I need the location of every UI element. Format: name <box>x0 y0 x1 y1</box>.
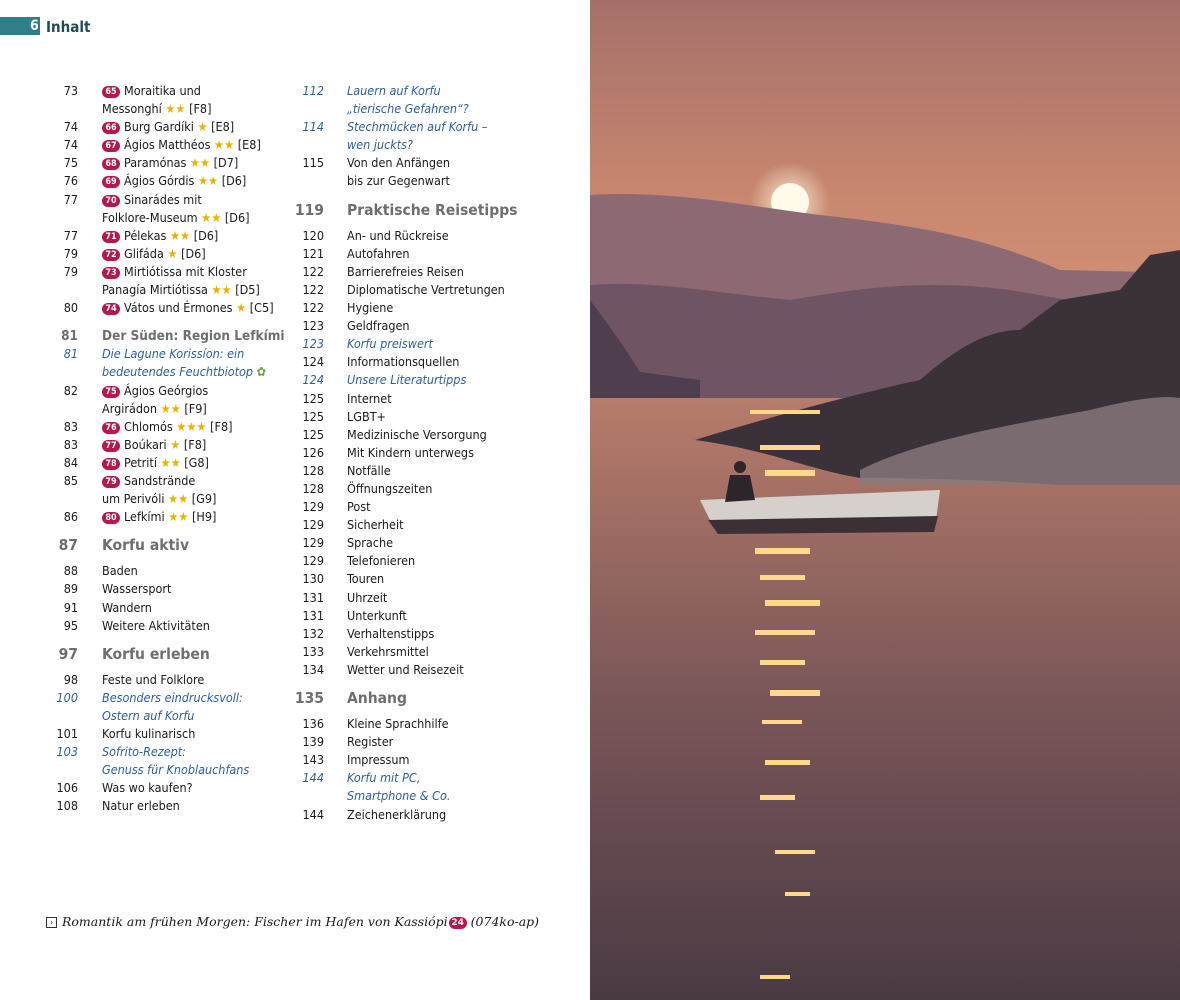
page-ref: 126 <box>302 444 324 460</box>
page-ref: 128 <box>302 462 324 478</box>
toc-entry <box>40 154 290 172</box>
rating-stars: ★★ <box>201 209 222 225</box>
entry-text: Smartphone & Co. <box>347 788 451 804</box>
page-ref: 97 <box>58 644 78 663</box>
entry-text: Weitere Aktivitäten <box>102 617 210 633</box>
page-ref: 73 <box>63 83 78 98</box>
rating-stars: ★ <box>167 245 178 261</box>
toc-entry <box>285 769 585 805</box>
page-ref: 84 <box>63 454 78 470</box>
entry-text: Impressum <box>347 752 410 768</box>
page-ref: 74 <box>63 137 78 153</box>
toc-entry <box>285 661 585 679</box>
entry-text: Feste und Folklore <box>102 671 205 687</box>
map-grid-ref: [D5] <box>235 282 260 298</box>
toc-entry <box>285 335 585 353</box>
toc-entry <box>40 191 290 227</box>
place-badge: 70 <box>102 195 120 207</box>
toc-entry <box>40 599 290 617</box>
toc-entry <box>40 382 290 418</box>
toc-entry <box>40 172 290 190</box>
page-ref: 123 <box>302 336 324 352</box>
entry-text: Pélekas <box>124 227 167 243</box>
page-ref: 100 <box>56 689 78 705</box>
entry-text: Telefonieren <box>347 553 416 569</box>
entry-text: Von den Anfängen <box>347 155 451 171</box>
page-ref: 131 <box>302 589 324 605</box>
rating-stars: ★ <box>197 119 208 135</box>
page-ref: 115 <box>302 155 324 171</box>
toc-entry <box>285 263 585 281</box>
entry-text: Verkehrsmittel <box>347 643 429 659</box>
toc-entry <box>285 733 585 751</box>
place-badge: 79 <box>102 476 120 488</box>
toc-entry <box>285 118 585 154</box>
page-ref: 129 <box>302 517 324 533</box>
toc-entry <box>40 136 290 154</box>
toc-entry <box>40 263 290 299</box>
page-ref: 132 <box>302 625 324 641</box>
rating-stars: ★★ <box>165 101 186 117</box>
place-badge: 66 <box>102 122 120 134</box>
page-ref: 95 <box>63 617 78 633</box>
page-title: Inhalt <box>46 18 91 36</box>
rating-stars: ★★ <box>214 137 235 153</box>
toc-section <box>40 645 290 663</box>
map-grid-ref: [D6] <box>221 173 247 189</box>
map-grid-ref: [F9] <box>184 400 207 416</box>
toc-entry <box>285 751 585 769</box>
page-ref: 139 <box>302 734 324 750</box>
page-ref: 128 <box>302 480 324 496</box>
map-grid-ref: [G8] <box>184 454 209 470</box>
entry-text: Sprache <box>347 535 394 551</box>
entry-text: Touren <box>347 571 385 587</box>
entry-text: Was wo kaufen? <box>102 780 193 796</box>
page-ref: 122 <box>302 263 324 279</box>
entry-text: Besonders eindrucksvoll: <box>102 689 243 705</box>
entry-text: Zeichenerklärung <box>347 806 447 822</box>
page-ref: 123 <box>302 318 324 334</box>
entry-text: wen juckts? <box>347 137 414 153</box>
toc-entry <box>285 444 585 462</box>
toc-entry <box>40 436 290 454</box>
page-ref: 89 <box>63 581 78 597</box>
entry-text: Verhaltenstipps <box>347 625 435 641</box>
toc-section <box>40 536 290 554</box>
rating-stars: ★★ <box>168 491 189 507</box>
toc-entry <box>40 227 290 245</box>
entry-text: um Perivóli <box>102 491 165 507</box>
rating-stars: ★★ <box>160 454 181 470</box>
entry-text: Wandern <box>102 599 152 615</box>
toc-entry <box>40 345 290 381</box>
entry-text: Natur erleben <box>102 798 180 814</box>
toc-entry <box>285 607 585 625</box>
toc-entry <box>285 245 585 263</box>
fisherman <box>734 461 746 473</box>
page-ref: 122 <box>302 300 324 316</box>
map-grid-ref: [D6] <box>224 209 250 225</box>
page-number: 6 <box>30 18 39 34</box>
toc-entry <box>40 562 290 580</box>
entry-text: Folklore-Museum <box>102 209 198 225</box>
rating-stars: ★★ <box>189 155 211 171</box>
entry-text: Öffnungszeiten <box>347 480 433 496</box>
place-badge: 69 <box>102 176 120 188</box>
entry-text: Barrierefreies Reisen <box>347 263 464 279</box>
page-ref: 91 <box>63 599 78 615</box>
entry-text: Medizinische Versorgung <box>347 426 487 442</box>
toc-entry <box>285 715 585 733</box>
entry-text: Sinarádes mit <box>124 191 202 207</box>
page-ref: 144 <box>302 806 324 822</box>
entry-text: bis zur Gegenwart <box>347 173 450 189</box>
toc-entry <box>285 643 585 661</box>
entry-text: Sofrito-Rezept: <box>102 744 186 760</box>
toc-entry <box>40 418 290 436</box>
entry-text: Panagía Mirtiótissa <box>102 282 208 298</box>
rating-stars: ★★★ <box>176 418 207 434</box>
toc-entry <box>285 570 585 588</box>
rating-stars: ★★ <box>160 400 181 416</box>
place-badge: 68 <box>102 158 120 170</box>
rating-stars: ★★ <box>169 227 191 243</box>
entry-text: Lauern auf Korfu <box>347 83 441 98</box>
page-ref: 82 <box>63 382 78 398</box>
toc-entry <box>285 299 585 317</box>
page-ref: 85 <box>63 472 78 488</box>
toc-section <box>285 689 585 707</box>
toc-entry <box>40 299 290 317</box>
toc-entry <box>285 390 585 408</box>
toc-entry <box>40 118 290 136</box>
page-ref: 129 <box>302 499 324 515</box>
page-ref: 121 <box>302 245 324 261</box>
entry-text: Praktische Reisetipps <box>347 200 518 219</box>
entry-text: Sicherheit <box>347 517 404 533</box>
entry-text: Ostern auf Korfu <box>102 708 195 723</box>
page-ref: 124 <box>302 372 324 388</box>
page-ref: 81 <box>63 346 78 362</box>
entry-text: LGBT+ <box>347 408 386 424</box>
toc-entry <box>285 516 585 534</box>
entry-text: Diplomatische Vertretungen <box>347 281 505 297</box>
page-ref: 119 <box>294 200 324 219</box>
page-ref: 112 <box>302 83 324 98</box>
nature-icon: ✿ <box>256 364 267 380</box>
entry-text: Boúkari <box>124 436 167 452</box>
place-badge: 73 <box>102 267 120 279</box>
map-grid-ref: [G9] <box>191 491 217 507</box>
toc-entry <box>285 426 585 444</box>
entry-text: Post <box>347 499 371 515</box>
rating-stars: ★★ <box>197 173 219 189</box>
page-ref: 103 <box>56 744 78 760</box>
toc-entry <box>285 498 585 516</box>
entry-text: Autofahren <box>347 245 410 261</box>
entry-text: Unsere Literaturtipps <box>347 372 467 388</box>
rating-stars: ★ <box>236 300 247 316</box>
toc-entry <box>285 227 585 245</box>
page-ref: 114 <box>302 119 324 135</box>
toc-entry <box>40 671 290 689</box>
page-ref: 79 <box>63 263 78 279</box>
entry-text: Petrití <box>124 454 157 470</box>
page-ref: 136 <box>302 716 324 732</box>
entry-text: „tierische Gefahren“? <box>347 101 469 117</box>
toc-entry <box>285 353 585 371</box>
entry-text: Mirtiótissa mit Kloster <box>124 263 247 279</box>
entry-text: Moraitika und <box>124 83 201 98</box>
page-ref: 135 <box>294 689 324 707</box>
page-ref: 124 <box>302 354 324 370</box>
rating-stars: ★ <box>170 436 181 452</box>
entry-text: Burg Gardíki <box>124 119 194 135</box>
page-ref: 76 <box>63 173 78 189</box>
page-ref: 134 <box>302 661 324 677</box>
entry-text: Korfu preiswert <box>347 336 433 352</box>
entry-text: Baden <box>102 563 138 579</box>
entry-text: Paramónas <box>124 155 187 171</box>
toc-entry <box>285 806 585 824</box>
entry-text: Anhang <box>347 689 407 707</box>
toc-entry <box>285 480 585 498</box>
toc-column-right <box>285 82 585 824</box>
toc-column-left <box>40 82 290 816</box>
entry-text: Hygiene <box>347 300 394 316</box>
entry-text: Lefkími <box>124 509 165 525</box>
entry-text: Chlomós <box>124 418 173 434</box>
page-ref: 131 <box>302 607 324 623</box>
toc-entry <box>285 281 585 299</box>
caption-arrow-icon: › <box>46 917 57 928</box>
entry-text: bedeutendes Feuchtbiotop <box>102 364 254 380</box>
rating-stars: ★★ <box>211 282 232 298</box>
caption-text: Romantik am frühen Morgen: Fischer im Hafen von Kassiópi <box>62 914 448 929</box>
caption-badge: 24 <box>449 917 467 929</box>
map-grid-ref: [F8] <box>210 418 233 434</box>
page-ref: 108 <box>56 798 78 814</box>
toc-entry <box>285 534 585 552</box>
map-grid-ref: [D6] <box>181 245 206 261</box>
caption-code: (074ko-ap) <box>470 914 540 929</box>
toc-entry <box>40 245 290 263</box>
page-ref: 120 <box>302 227 324 243</box>
page-ref: 79 <box>63 245 78 261</box>
toc-entry <box>40 779 290 797</box>
entry-text: Korfu erleben <box>102 644 210 663</box>
sunset-photo <box>590 0 1180 1000</box>
entry-text: Mit Kindern unterwegs <box>347 444 474 460</box>
place-badge: 76 <box>102 422 120 434</box>
place-badge: 78 <box>102 458 120 470</box>
entry-text: Ágios Górdis <box>124 173 195 189</box>
page-ref: 144 <box>302 770 324 786</box>
toc-section <box>285 201 585 219</box>
page-ref: 81 <box>61 328 78 345</box>
toc-entry <box>285 625 585 643</box>
map-grid-ref: [E8] <box>211 119 235 135</box>
page-ref: 77 <box>63 227 78 243</box>
map-grid-ref: [D7] <box>213 155 239 171</box>
entry-text: Informationsquellen <box>347 354 460 370</box>
entry-text: Die Lagune Korissíon: ein <box>102 346 245 362</box>
page-ref: 83 <box>63 436 78 452</box>
place-badge: 77 <box>102 440 120 452</box>
place-badge: 71 <box>102 231 120 243</box>
page-ref: 125 <box>302 408 324 424</box>
map-grid-ref: [E8] <box>237 137 261 153</box>
entry-text: Korfu aktiv <box>102 536 190 555</box>
entry-text: Genuss für Knoblauchfans <box>102 762 250 778</box>
entry-text: Korfu mit PC, <box>347 770 421 786</box>
page-ref: 83 <box>63 418 78 434</box>
place-badge: 74 <box>102 303 120 315</box>
entry-text: An- und Rückreise <box>347 227 449 243</box>
page-ref: 106 <box>56 780 78 796</box>
entry-text: Kleine Sprachhilfe <box>347 716 449 732</box>
entry-text: Unterkunft <box>347 607 407 623</box>
toc-entry <box>285 462 585 480</box>
page-ref: 77 <box>63 191 78 207</box>
entry-text: Glifáda <box>124 245 164 261</box>
page-ref: 87 <box>58 536 78 555</box>
map-grid-ref: [D6] <box>193 227 219 243</box>
page-ref: 125 <box>302 390 324 406</box>
entry-text: Geldfragen <box>347 318 410 334</box>
map-grid-ref: [H9] <box>191 509 217 525</box>
entry-text: Korfu kulinarisch <box>102 726 196 742</box>
page-ref: 101 <box>56 726 78 742</box>
toc-entry <box>40 580 290 598</box>
entry-text: Wetter und Reisezeit <box>347 661 464 677</box>
place-badge: 72 <box>102 249 120 261</box>
entry-text: Ágios Matthéos <box>124 137 211 153</box>
entry-text: Der Süden: Region Lefkími <box>102 328 285 345</box>
page-ref: 75 <box>63 155 78 171</box>
toc-entry <box>40 725 290 743</box>
map-grid-ref: [F8] <box>183 436 207 452</box>
page-ref: 133 <box>302 643 324 659</box>
toc-entry <box>40 82 290 118</box>
page-ref: 130 <box>302 571 324 587</box>
toc-entry <box>285 154 585 190</box>
toc-entry <box>285 552 585 570</box>
entry-text: Ágios Geórgios <box>124 382 209 398</box>
toc-entry <box>285 408 585 426</box>
toc-entry <box>40 689 290 725</box>
page-ref: 74 <box>63 119 78 135</box>
page-ref: 129 <box>302 535 324 551</box>
page-ref: 86 <box>63 509 78 525</box>
toc-entry <box>285 82 585 118</box>
entry-text: Register <box>347 734 394 750</box>
entry-text: Stechmücken auf Korfu – <box>347 119 488 135</box>
toc-entry <box>285 317 585 335</box>
place-badge: 75 <box>102 386 120 398</box>
toc-subsection <box>40 327 290 345</box>
map-grid-ref: [C5] <box>249 300 274 316</box>
page-ref: 98 <box>63 671 78 687</box>
place-badge: 65 <box>102 86 120 98</box>
entry-text: Internet <box>347 390 392 406</box>
page-ref: 88 <box>63 563 78 579</box>
photo-caption <box>46 914 539 929</box>
toc-entry <box>40 797 290 815</box>
entry-text: Sandstrände <box>124 472 196 488</box>
toc-entry <box>40 743 290 779</box>
page-ref: 80 <box>63 300 78 316</box>
toc-entry <box>40 617 290 635</box>
entry-text: Uhrzeit <box>347 589 388 605</box>
entry-text: Wassersport <box>102 581 172 597</box>
place-badge: 67 <box>102 140 120 152</box>
toc-entry <box>285 371 585 389</box>
toc-entry <box>40 472 290 508</box>
page-ref: 129 <box>302 553 324 569</box>
map-grid-ref: [F8] <box>189 101 212 117</box>
toc-entry <box>285 589 585 607</box>
place-badge: 80 <box>102 512 120 524</box>
sea <box>590 398 1180 1000</box>
entry-text: Vátos und Érmones <box>124 300 233 316</box>
page-ref: 125 <box>302 426 324 442</box>
rating-stars: ★★ <box>168 509 189 525</box>
entry-text: Messonghí <box>102 101 162 117</box>
toc-entry <box>40 508 290 526</box>
entry-text: Notfälle <box>347 462 391 478</box>
entry-text: Argirádon <box>102 400 158 416</box>
page-ref: 143 <box>302 752 324 768</box>
toc-entry <box>40 454 290 472</box>
page-ref: 122 <box>302 281 324 297</box>
